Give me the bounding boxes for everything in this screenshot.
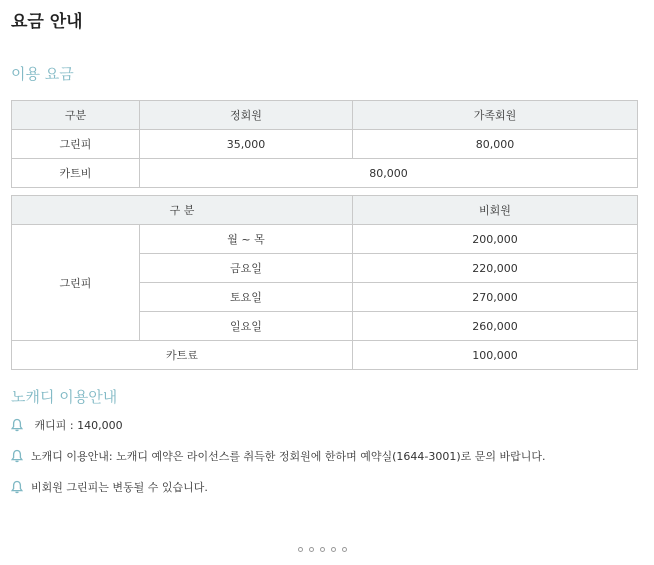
cart-price: 80,000 [140, 159, 638, 188]
note-text: 비회원 그린피는 변동될 수 있습니다. [31, 481, 208, 494]
pagination-dot[interactable] [320, 547, 325, 552]
group-label: 그린피 [12, 225, 140, 341]
price: 260,000 [353, 312, 638, 341]
list-item [11, 476, 546, 507]
table-header: 가족회원 [353, 101, 638, 130]
table-row [12, 225, 638, 254]
table-row [12, 130, 638, 159]
bell-icon [11, 449, 23, 463]
price: 200,000 [353, 225, 638, 254]
price: 220,000 [353, 254, 638, 283]
list-item [11, 414, 546, 445]
table-header: 비회원 [353, 196, 638, 225]
pagination-dot[interactable] [309, 547, 314, 552]
day-label: 월 ~ 목 [140, 225, 353, 254]
table-header: 정회원 [140, 101, 353, 130]
table-row [12, 159, 638, 188]
cart-label: 카트료 [12, 341, 353, 370]
section-title-fees: 이용 요금 [11, 65, 74, 83]
pagination-dot[interactable] [331, 547, 336, 552]
table-header: 구 분 [12, 196, 353, 225]
table-header-row [12, 101, 638, 130]
list-item [11, 445, 546, 476]
note-text: 노캐디 이용안내: 노캐디 예약은 라이선스를 취득한 정회원에 한하며 예약실(1644-3001)로 문의 바랍니다. [31, 450, 546, 463]
cart-price: 100,000 [353, 341, 638, 370]
family-price: 80,000 [353, 130, 638, 159]
day-label: 금요일 [140, 254, 353, 283]
day-label: 토요일 [140, 283, 353, 312]
fee-table-members [11, 100, 638, 188]
table-header: 구분 [12, 101, 140, 130]
bell-icon [11, 480, 23, 494]
section-title-nocaddie: 노캐디 이용안내 [11, 388, 118, 406]
page-title: 요금 안내 [11, 12, 83, 32]
price: 270,000 [353, 283, 638, 312]
table-row [12, 341, 638, 370]
row-label: 카트비 [12, 159, 140, 188]
bell-icon [11, 418, 23, 432]
pagination-dot[interactable] [298, 547, 303, 552]
day-label: 일요일 [140, 312, 353, 341]
note-text: 캐디피 : 140,000 [31, 419, 123, 432]
fee-table-nonmembers [11, 195, 638, 370]
member-price: 35,000 [140, 130, 353, 159]
row-label: 그린피 [12, 130, 140, 159]
notice-list [11, 414, 546, 507]
table-header-row [12, 196, 638, 225]
pagination-dot[interactable] [342, 547, 347, 552]
pagination-dots [298, 547, 347, 552]
